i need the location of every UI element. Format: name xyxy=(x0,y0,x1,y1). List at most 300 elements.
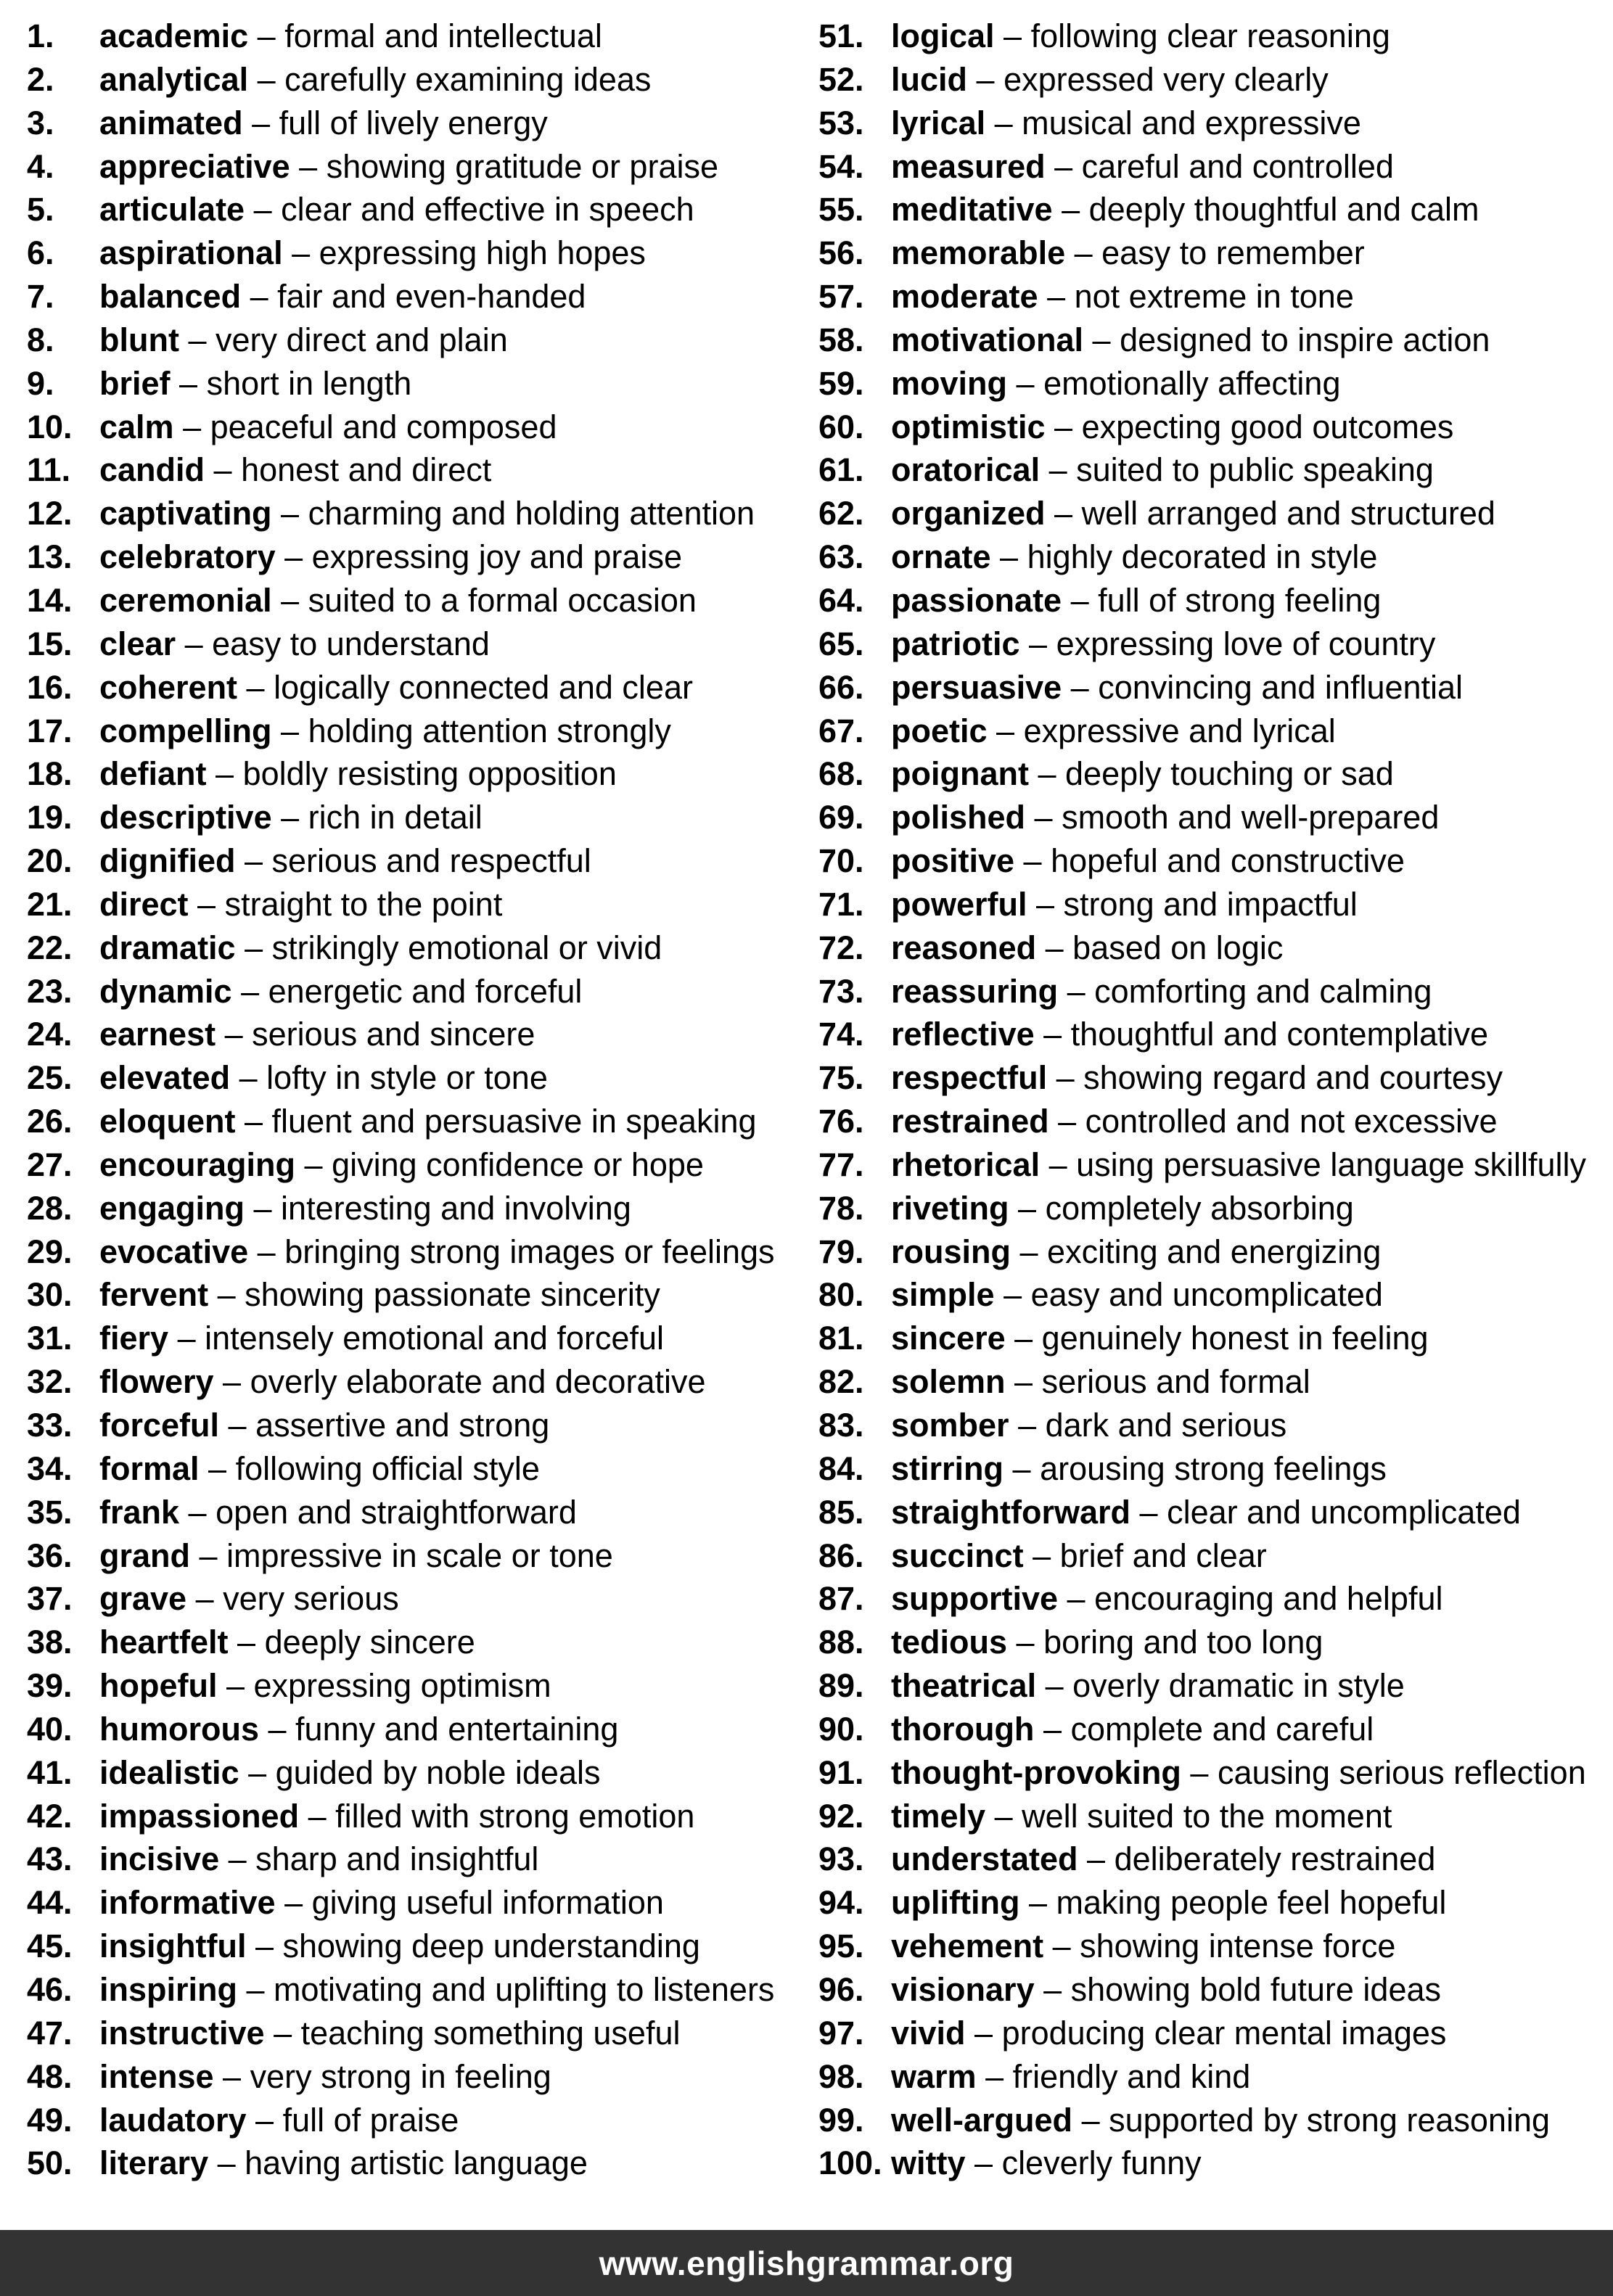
item-word: intense xyxy=(99,2057,214,2095)
item-text xyxy=(99,1187,631,1230)
item-number: 22. xyxy=(27,929,73,966)
item-word: appreciative xyxy=(99,147,290,185)
item-definition: showing bold future ideas xyxy=(1070,1970,1441,2008)
item-text xyxy=(891,1664,1405,1708)
item-number: 93. xyxy=(818,1840,864,1878)
item-separator-dash: – xyxy=(176,625,213,662)
item-separator-dash: – xyxy=(271,712,308,749)
item-number: 4. xyxy=(27,147,54,185)
item-definition: motivating and uplifting to listeners xyxy=(274,1970,775,2008)
item-text xyxy=(99,1273,660,1317)
item-word: reflective xyxy=(891,1016,1035,1053)
item-number: 81. xyxy=(818,1320,864,1357)
item-separator-dash: – xyxy=(275,1884,312,1922)
item-separator-dash: – xyxy=(1045,147,1082,185)
item-text xyxy=(99,666,693,709)
item-number: 56. xyxy=(818,234,864,272)
item-separator-dash: – xyxy=(1011,1233,1048,1270)
item-word: insightful xyxy=(99,1927,247,1965)
list-item xyxy=(818,145,1613,189)
item-separator-dash: – xyxy=(1036,929,1073,966)
item-definition: hopeful and constructive xyxy=(1051,842,1405,880)
item-word: earnest xyxy=(99,1016,216,1053)
item-definition: serious and respectful xyxy=(271,842,591,880)
item-word: patriotic xyxy=(891,625,1020,662)
item-number: 14. xyxy=(27,581,73,619)
list-item xyxy=(818,1273,1613,1317)
item-separator-dash: – xyxy=(985,104,1022,141)
item-text xyxy=(891,318,1490,362)
list-item xyxy=(818,2055,1613,2099)
item-word: reasoned xyxy=(891,929,1037,966)
item-word: meditative xyxy=(891,191,1053,229)
list-item xyxy=(27,709,818,753)
item-separator-dash: – xyxy=(235,842,272,880)
item-separator-dash: – xyxy=(239,1753,276,1791)
item-definition: easy and uncomplicated xyxy=(1030,1276,1383,1314)
item-definition: following official style xyxy=(235,1449,540,1487)
item-text xyxy=(99,622,490,666)
list-item xyxy=(818,318,1613,362)
item-word: witty xyxy=(891,2144,966,2182)
item-number: 67. xyxy=(818,712,864,749)
item-number: 2. xyxy=(27,60,54,98)
list-item xyxy=(27,1013,818,1056)
list-item xyxy=(818,1491,1613,1534)
item-separator-dash: – xyxy=(190,1536,227,1574)
list-item xyxy=(27,970,818,1013)
list-item xyxy=(27,231,818,275)
list-item xyxy=(818,102,1613,145)
list-item xyxy=(818,579,1613,622)
item-word: solemn xyxy=(891,1363,1006,1401)
list-item xyxy=(818,666,1613,709)
item-separator-dash: – xyxy=(242,104,279,141)
list-item xyxy=(818,1230,1613,1274)
list-item xyxy=(27,1925,818,1968)
item-word: vehement xyxy=(891,1927,1044,1965)
list-item xyxy=(818,2012,1613,2055)
item-number: 77. xyxy=(818,1145,864,1183)
item-definition: honest and direct xyxy=(241,451,492,489)
item-separator-dash: – xyxy=(1003,1449,1041,1487)
item-number: 29. xyxy=(27,1233,73,1270)
item-separator-dash: – xyxy=(1007,364,1044,402)
item-separator-dash: – xyxy=(241,278,278,316)
item-separator-dash: – xyxy=(235,1103,272,1140)
item-text xyxy=(891,1187,1354,1230)
list-item xyxy=(818,1708,1613,1751)
item-separator-dash: – xyxy=(1040,1145,1077,1183)
item-word: persuasive xyxy=(891,668,1062,706)
item-word: vivid xyxy=(891,2014,966,2052)
item-definition: very direct and plain xyxy=(216,321,508,358)
list-item xyxy=(27,752,818,796)
item-separator-dash: – xyxy=(299,1797,336,1835)
item-word: lucid xyxy=(891,60,968,98)
list-item xyxy=(818,709,1613,753)
item-separator-dash: – xyxy=(987,712,1024,749)
item-separator-dash: – xyxy=(1019,625,1056,662)
item-word: reassuring xyxy=(891,972,1059,1010)
item-number: 87. xyxy=(818,1580,864,1618)
item-word: optimistic xyxy=(891,408,1046,445)
item-separator-dash: – xyxy=(1045,495,1082,532)
item-definition: boring and too long xyxy=(1043,1624,1323,1661)
item-number: 25. xyxy=(27,1059,73,1097)
item-definition: convincing and influential xyxy=(1098,668,1464,706)
item-separator-dash: – xyxy=(965,2014,1002,2052)
item-separator-dash: – xyxy=(1058,972,1095,1010)
item-word: succinct xyxy=(891,1536,1024,1574)
item-number: 55. xyxy=(818,191,864,229)
item-text xyxy=(99,15,602,58)
item-word: theatrical xyxy=(891,1667,1037,1705)
item-separator-dash: – xyxy=(985,1797,1022,1835)
item-number: 98. xyxy=(818,2057,864,2095)
item-word: formal xyxy=(99,1449,200,1487)
item-definition: suited to public speaking xyxy=(1076,451,1434,489)
item-word: balanced xyxy=(99,278,242,316)
item-text xyxy=(891,231,1365,275)
item-separator-dash: – xyxy=(168,1320,205,1357)
item-text xyxy=(891,1577,1442,1621)
item-number: 52. xyxy=(818,60,864,98)
item-number: 32. xyxy=(27,1363,73,1401)
item-text xyxy=(891,1317,1429,1360)
item-text xyxy=(99,145,718,189)
item-definition: genuinely honest in feeling xyxy=(1041,1320,1429,1357)
item-word: polished xyxy=(891,799,1026,836)
item-separator-dash: – xyxy=(1047,1059,1084,1097)
item-text xyxy=(99,1577,399,1621)
item-definition: overly dramatic in style xyxy=(1072,1667,1405,1705)
item-definition: deeply thoughtful and calm xyxy=(1088,191,1479,229)
item-definition: expressed very clearly xyxy=(1003,60,1329,98)
item-word: poetic xyxy=(891,712,988,749)
item-text xyxy=(891,1447,1387,1491)
item-text xyxy=(99,1708,618,1751)
item-word: aspirational xyxy=(99,234,283,272)
item-definition: interesting and involving xyxy=(281,1189,631,1227)
item-word: frank xyxy=(99,1493,180,1531)
item-text xyxy=(891,1795,1392,1838)
list-item xyxy=(27,926,818,970)
item-text xyxy=(891,2141,1202,2185)
item-word: measured xyxy=(891,147,1046,185)
item-definition: careful and controlled xyxy=(1081,147,1394,185)
item-number: 59. xyxy=(818,364,864,402)
list-item xyxy=(27,1534,818,1578)
list-item xyxy=(27,1664,818,1708)
item-separator-dash: – xyxy=(1043,1927,1080,1965)
item-word: rhetorical xyxy=(891,1145,1041,1183)
item-word: forceful xyxy=(99,1407,220,1444)
list-item xyxy=(27,362,818,406)
item-number: 82. xyxy=(818,1363,864,1401)
item-word: powerful xyxy=(891,885,1027,923)
item-text xyxy=(99,579,697,622)
item-separator-dash: – xyxy=(1072,2101,1109,2139)
item-definition: emotionally affecting xyxy=(1043,364,1341,402)
item-word: humorous xyxy=(99,1710,259,1748)
item-number: 9. xyxy=(27,364,54,402)
item-word: poignant xyxy=(891,755,1029,793)
list-item xyxy=(818,1317,1613,1360)
item-number: 64. xyxy=(818,581,864,619)
item-word: respectful xyxy=(891,1059,1048,1097)
item-separator-dash: – xyxy=(230,1059,267,1097)
list-item xyxy=(27,1230,818,1274)
item-definition: controlled and not excessive xyxy=(1085,1103,1498,1140)
item-number: 5. xyxy=(27,191,54,229)
item-definition: energetic and forceful xyxy=(268,972,583,1010)
item-separator-dash: – xyxy=(1023,1536,1060,1574)
item-number: 53. xyxy=(818,104,864,141)
item-text xyxy=(99,2055,551,2099)
item-text xyxy=(99,1317,664,1360)
list-item xyxy=(27,1751,818,1795)
item-number: 1. xyxy=(27,17,54,54)
list-item xyxy=(27,15,818,58)
item-separator-dash: – xyxy=(994,1276,1031,1314)
item-definition: complete and careful xyxy=(1070,1710,1374,1748)
item-separator-dash: – xyxy=(1028,755,1066,793)
item-word: tedious xyxy=(891,1624,1008,1661)
item-word: encouraging xyxy=(99,1145,296,1183)
item-number: 43. xyxy=(27,1840,73,1878)
list-item xyxy=(27,448,818,492)
item-text xyxy=(99,883,502,926)
item-number: 17. xyxy=(27,712,73,749)
item-separator-dash: – xyxy=(259,1710,296,1748)
item-definition: showing gratitude or praise xyxy=(326,147,718,185)
item-number: 44. xyxy=(27,1884,73,1922)
item-text xyxy=(891,1360,1310,1404)
item-number: 3. xyxy=(27,104,54,141)
item-text xyxy=(99,362,411,406)
item-definition: based on logic xyxy=(1072,929,1284,966)
list-item xyxy=(27,1708,818,1751)
item-number: 46. xyxy=(27,1970,73,2008)
list-item xyxy=(27,1881,818,1925)
item-text xyxy=(891,1621,1323,1664)
item-separator-dash: – xyxy=(295,1145,332,1183)
item-text xyxy=(891,926,1283,970)
item-text xyxy=(99,448,491,492)
item-word: rousing xyxy=(891,1233,1011,1270)
item-text xyxy=(99,2099,459,2142)
item-word: dynamic xyxy=(99,972,232,1010)
list-item xyxy=(27,1577,818,1621)
item-separator-dash: – xyxy=(245,191,282,229)
item-text xyxy=(891,1230,1381,1274)
item-separator-dash: – xyxy=(173,408,210,445)
list-item xyxy=(818,1143,1613,1187)
item-word: warm xyxy=(891,2057,977,2095)
list-column-left xyxy=(27,15,818,2185)
list-item xyxy=(818,406,1613,449)
item-text xyxy=(99,970,582,1013)
item-word: captivating xyxy=(99,495,272,532)
list-item xyxy=(818,926,1613,970)
list-item xyxy=(27,102,818,145)
item-separator-dash: – xyxy=(213,1363,250,1401)
item-number: 72. xyxy=(818,929,864,966)
item-word: dramatic xyxy=(99,929,236,966)
item-separator-dash: – xyxy=(1045,408,1082,445)
item-number: 33. xyxy=(27,1407,73,1444)
item-separator-dash: – xyxy=(178,321,216,358)
item-text xyxy=(99,318,508,362)
item-word: hopeful xyxy=(99,1667,218,1705)
item-number: 50. xyxy=(27,2144,73,2182)
item-separator-dash: – xyxy=(245,1189,282,1227)
list-item xyxy=(27,796,818,839)
item-separator-dash: – xyxy=(1027,885,1064,923)
list-item xyxy=(27,1795,818,1838)
item-text xyxy=(99,406,557,449)
item-number: 85. xyxy=(818,1493,864,1531)
item-definition: cleverly funny xyxy=(1001,2144,1202,2182)
item-separator-dash: – xyxy=(199,1449,236,1487)
item-number: 60. xyxy=(818,408,864,445)
item-separator-dash: – xyxy=(179,1493,216,1531)
list-item xyxy=(27,535,818,579)
item-word: literary xyxy=(99,2144,209,2182)
item-number: 48. xyxy=(27,2057,73,2095)
item-text xyxy=(891,1708,1374,1751)
item-word: evocative xyxy=(99,1233,249,1270)
item-text xyxy=(891,1968,1441,2012)
item-word: stirring xyxy=(891,1449,1004,1487)
item-text xyxy=(891,492,1495,535)
item-text xyxy=(891,15,1390,58)
list-item xyxy=(27,1838,818,1881)
item-word: idealistic xyxy=(99,1753,239,1791)
item-word: direct xyxy=(99,885,189,923)
item-number: 80. xyxy=(818,1276,864,1314)
list-item xyxy=(27,622,818,666)
item-definition: well arranged and structured xyxy=(1081,495,1495,532)
item-word: fiery xyxy=(99,1320,169,1357)
item-number: 51. xyxy=(818,17,864,54)
item-word: heartfelt xyxy=(99,1624,229,1661)
item-separator-dash: – xyxy=(271,581,308,619)
item-text xyxy=(99,2141,588,2185)
item-definition: musical and expressive xyxy=(1022,104,1361,141)
item-separator-dash: – xyxy=(1078,1840,1115,1878)
item-text xyxy=(99,1795,694,1838)
item-text xyxy=(99,1838,538,1881)
item-definition: suited to a formal occasion xyxy=(308,581,697,619)
footer-bar xyxy=(0,2230,1613,2296)
item-word: motivational xyxy=(891,321,1084,358)
list-item xyxy=(818,622,1613,666)
item-separator-dash: – xyxy=(1181,1753,1218,1791)
item-number: 36. xyxy=(27,1536,73,1574)
item-number: 57. xyxy=(818,278,864,316)
list-item xyxy=(818,1577,1613,1621)
item-definition: deliberately restrained xyxy=(1114,1840,1436,1878)
item-definition: filled with strong emotion xyxy=(335,1797,695,1835)
item-definition: expecting good outcomes xyxy=(1081,408,1454,445)
item-definition: completely absorbing xyxy=(1045,1189,1354,1227)
item-separator-dash: – xyxy=(1048,1103,1085,1140)
list-item xyxy=(818,448,1613,492)
list-item xyxy=(818,752,1613,796)
item-definition: teaching something useful xyxy=(300,2014,681,2052)
item-definition: short in length xyxy=(206,364,412,402)
list-item xyxy=(818,188,1613,231)
item-definition: deeply sincere xyxy=(264,1624,475,1661)
item-word: passionate xyxy=(891,581,1062,619)
item-definition: funny and entertaining xyxy=(295,1710,619,1748)
item-text xyxy=(99,1621,475,1664)
list-item xyxy=(818,1751,1613,1795)
list-item xyxy=(27,666,818,709)
item-separator-dash: – xyxy=(1025,799,1062,836)
item-number: 89. xyxy=(818,1667,864,1705)
item-separator-dash: – xyxy=(237,668,274,706)
item-number: 96. xyxy=(818,1970,864,2008)
item-number: 21. xyxy=(27,885,73,923)
item-text xyxy=(99,535,682,579)
item-number: 27. xyxy=(27,1145,73,1183)
item-definition: expressing love of country xyxy=(1056,625,1436,662)
item-separator-dash: – xyxy=(1130,1493,1167,1531)
item-definition: easy to understand xyxy=(212,625,490,662)
item-word: straightforward xyxy=(891,1493,1131,1531)
item-separator-dash: – xyxy=(186,1580,223,1618)
item-word: inspiring xyxy=(99,1970,237,2008)
item-word: calm xyxy=(99,408,174,445)
list-item xyxy=(27,58,818,102)
item-number: 62. xyxy=(818,495,864,532)
item-number: 40. xyxy=(27,1710,73,1748)
list-item xyxy=(27,275,818,318)
item-text xyxy=(891,2012,1446,2055)
item-separator-dash: – xyxy=(205,451,242,489)
item-text xyxy=(99,1751,601,1795)
item-definition: fluent and persuasive in speaking xyxy=(271,1103,757,1140)
item-definition: comforting and calming xyxy=(1094,972,1432,1010)
item-word: analytical xyxy=(99,60,249,98)
item-number: 70. xyxy=(818,842,864,880)
item-text xyxy=(99,1056,548,1100)
item-definition: expressing optimism xyxy=(253,1667,551,1705)
list-item xyxy=(818,796,1613,839)
item-text xyxy=(99,796,483,839)
item-definition: showing intense force xyxy=(1080,1927,1396,1965)
list-item xyxy=(818,1056,1613,1100)
item-text xyxy=(99,1881,664,1925)
item-word: coherent xyxy=(99,668,238,706)
item-word: instructive xyxy=(99,2014,265,2052)
item-word: elevated xyxy=(99,1059,231,1097)
item-definition: boldly resisting opposition xyxy=(242,755,617,793)
item-separator-dash: – xyxy=(246,2101,283,2139)
item-definition: showing passionate sincerity xyxy=(245,1276,660,1314)
item-text xyxy=(891,1143,1586,1187)
item-word: well-argued xyxy=(891,2101,1073,2139)
list-item xyxy=(818,2141,1613,2185)
item-definition: serious and sincere xyxy=(252,1016,535,1053)
item-definition: straight to the point xyxy=(224,885,503,923)
item-word: understated xyxy=(891,1840,1078,1878)
item-number: 84. xyxy=(818,1449,864,1487)
item-number: 90. xyxy=(818,1710,864,1748)
